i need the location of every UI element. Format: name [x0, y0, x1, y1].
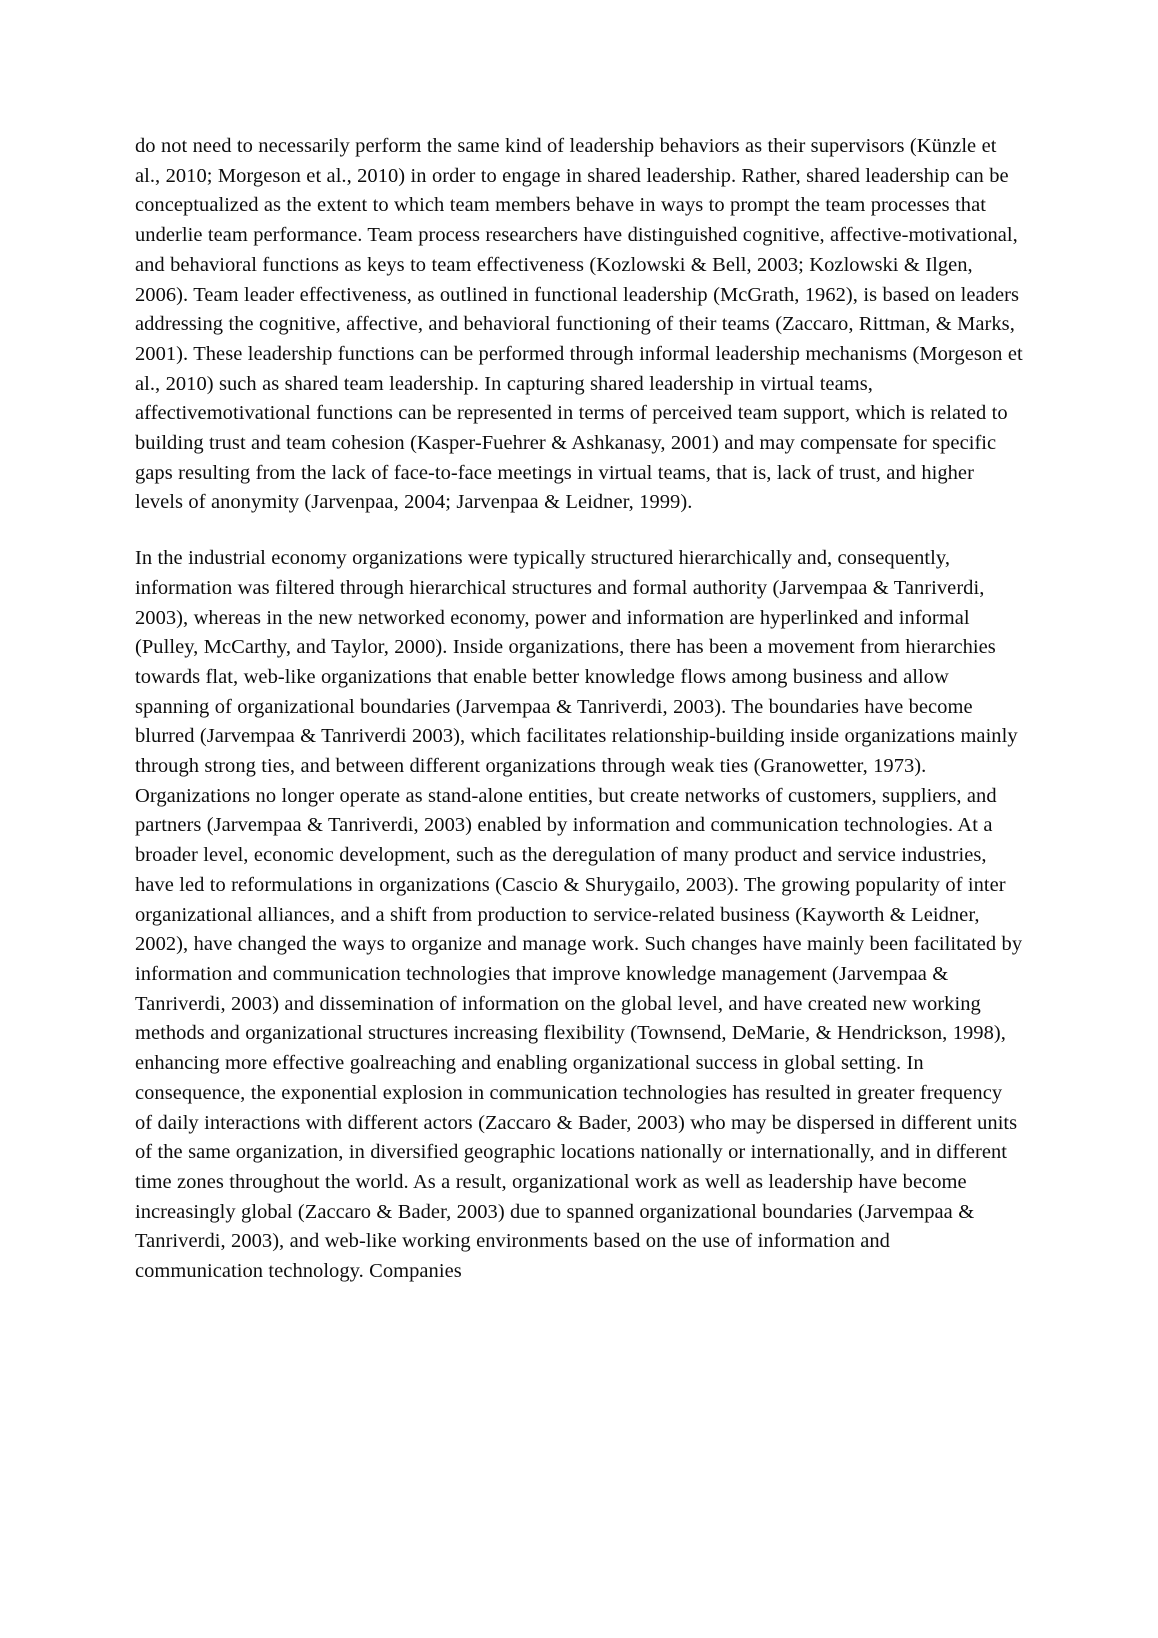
document-text-column	[135, 132, 1023, 1287]
paragraph: In the industrial economy organizations were typically structured hierarchically and, consequently, information was filtered through hierarchical structures and formal authority (Jarvempaa & Tanriverdi, 2003), whereas in the new networked economy, power and information are hyperlinked and informal (Pulley, McCarthy, and Taylor, 2000). Inside organizations, there has been a movement from hierarchies towards flat, web-like organizations that enable better knowledge flows among business and allow spanning of organizational boundaries (Jarvempaa & Tanriverdi, 2003). The boundaries have become blurred (Jarvempaa & Tanriverdi 2003), which facilitates relationship-building inside organizations mainly through strong ties, and between different organizations through weak ties (Granowetter, 1973). Organizations no longer operate as stand-alone entities, but create networks of customers, suppliers, and partners (Jarvempaa & Tanriverdi, 2003) enabled by information and communication technologies. At a broader level, economic development, such as the deregulation of many product and service industries, have led to reformulations in organizations (Cascio & Shurygailo, 2003). The growing popularity of inter organizational alliances, and a shift from production to service-related business (Kayworth & Leidner, 2002), have changed the ways to organize and manage work. Such changes have mainly been facilitated by information and communication technologies that improve knowledge management (Jarvempaa & Tanriverdi, 2003) and dissemination of information on the global level, and have created new working methods and organizational structures increasing flexibility (Townsend, DeMarie, & Hendrickson, 1998), enhancing more effective goalreaching and enabling organizational success in global setting. In consequence, the exponential explosion in communication technologies has resulted in greater frequency of daily interactions with different actors (Zaccaro & Bader, 2003) who may be dispersed in different units of the same organization, in diversified geographic locations nationally or internationally, and in different time zones throughout the world. As a result, organizational work as well as leadership have become increasingly global (Zaccaro & Bader, 2003) due to spanned organizational boundaries (Jarvempaa & Tanriverdi, 2003), and web-like working environments based on the use of information and communication technology. Companies	[135, 547, 1023, 1283]
paragraph: do not need to necessarily perform the same kind of leadership behaviors as their supervisors (Künzle et al., 2010; Morgeson et al., 2010) in order to engage in shared leadership. Rather, shared leadership can be conceptualized as the extent to which team members behave in ways to prompt the team processes that underlie team performance. Team process researchers have distinguished cognitive, affective-motivational, and behavioral functions as keys to team effectiveness (Kozlowski & Bell, 2003; Kozlowski & Ilgen, 2006). Team leader effectiveness, as outlined in functional leadership (McGrath, 1962), is based on leaders addressing the cognitive, affective, and behavioral functioning of their teams (Zaccaro, Rittman, & Marks, 2001). These leadership functions can be performed through informal leadership mechanisms (Morgeson et al., 2010) such as shared team leadership. In capturing shared leadership in virtual teams, affectivemotivational functions can be represented in terms of perceived team support, which is related to building trust and team cohesion (Kasper-Fuehrer & Ashkanasy, 2001) and may compensate for specific gaps resulting from the lack of face-to-face meetings in virtual teams, that is, lack of trust, and higher levels of anonymity (Jarvenpaa, 2004; Jarvenpaa & Leidner, 1999).	[135, 135, 1023, 514]
